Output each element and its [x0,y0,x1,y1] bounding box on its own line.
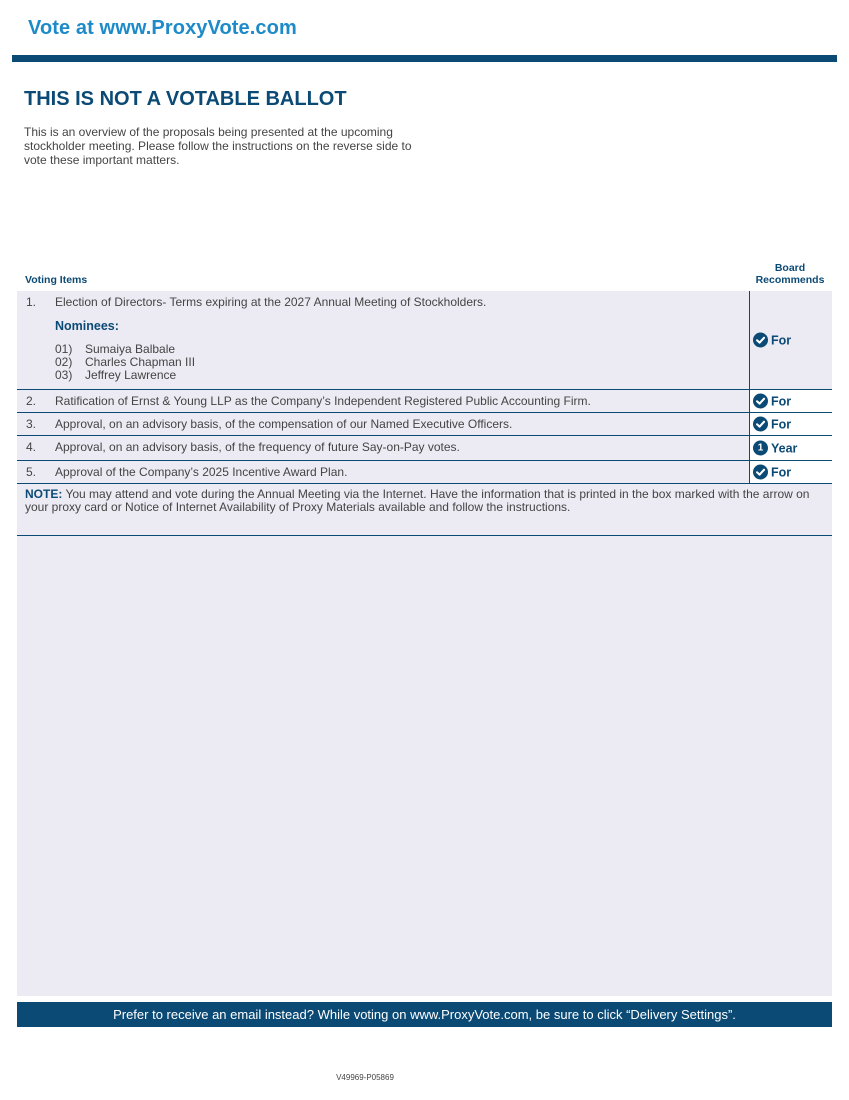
item-number: 1. [26,295,37,309]
number-one-icon: 1 [753,441,768,456]
recommendation-label: For [771,465,792,479]
nominee-name: Sumaiya Balbale [85,342,176,356]
item-number: 5. [26,465,37,479]
ballot-heading: THIS IS NOT A VOTABLE BALLOT [24,88,347,110]
recommendation-cell [749,461,832,483]
email-delivery-banner [17,1002,832,1027]
item-text: Approval, on an advisory basis, of the compensation of our Named Executive Officers. [55,417,513,431]
note-text: You may attend and vote during the Annual Meeting via the Internet. Have the information that is printed in the box marked with the arrow on your proxy card or Notice of Internet Availability of Proxy Materials available and follow the instructions. [25,487,810,514]
recommendation [753,333,791,348]
nominees-label: Nominees: [55,319,119,333]
recommendation-label: For [771,333,792,347]
item-number: 2. [26,394,37,408]
voting-item-row [17,461,832,484]
recommendation [753,465,791,480]
board-recommends-line1: Board [774,262,806,274]
item-text: Approval of the Company’s 2025 Incentive Award Plan. [55,465,348,479]
note [17,487,832,536]
header-divider [12,55,837,62]
item-number: 3. [26,417,37,431]
check-circle-icon [753,394,768,409]
note-label: NOTE: [25,487,63,501]
document-code: V49969-P05869 [336,1073,394,1082]
recommendation-label: For [771,394,792,408]
board-recommends-line2: Recommends [755,274,825,286]
nominee-number: 03) [55,368,73,382]
recommendation [753,417,791,432]
nominee-number: 01) [55,342,73,356]
recommendation-label: Year [771,441,798,455]
item-text: Approval, on an advisory basis, of the frequency of future Say-on-Pay votes. [55,440,460,454]
voting-item-row [17,291,832,390]
check-circle-icon [753,417,768,432]
item-text: Ratification of Ernst & Young LLP as the Company’s Independent Registered Public Accounting Firm. [55,394,591,408]
recommendation [753,441,797,456]
recommendation-cell [749,413,832,435]
recommendation-label: For [771,417,792,431]
board-recommends-header [748,262,832,286]
recommendation-cell [749,390,832,412]
recommendation-cell [749,436,832,460]
nominee-name: Jeffrey Lawrence [85,368,177,382]
nominee-item [55,369,176,382]
voting-item-row [17,413,832,436]
check-circle-icon [753,333,768,348]
check-circle-icon [753,465,768,480]
recommendation [753,394,791,409]
voting-item-row [17,390,832,413]
item-number: 4. [26,440,37,454]
item-text: Election of Directors- Terms expiring at the 2027 Annual Meeting of Stockholders. [55,295,487,309]
nominee-number: 02) [55,355,73,369]
ballot-intro: This is an overview of the proposals being presented at the upcoming stockholder meeting. Please follow the instructions on the reverse side to vote these important matters. [24,125,412,167]
voting-item-row [17,436,832,461]
nominee-name: Charles Chapman III [85,355,196,369]
voting-items-header: Voting Items [25,274,88,286]
header-title: Vote at www.ProxyVote.com [28,17,297,39]
email-delivery-text: Prefer to receive an email instead? While voting on www.ProxyVote.com, be sure to click “Delivery Settings”. [113,1007,736,1022]
recommendation-cell [749,291,832,389]
